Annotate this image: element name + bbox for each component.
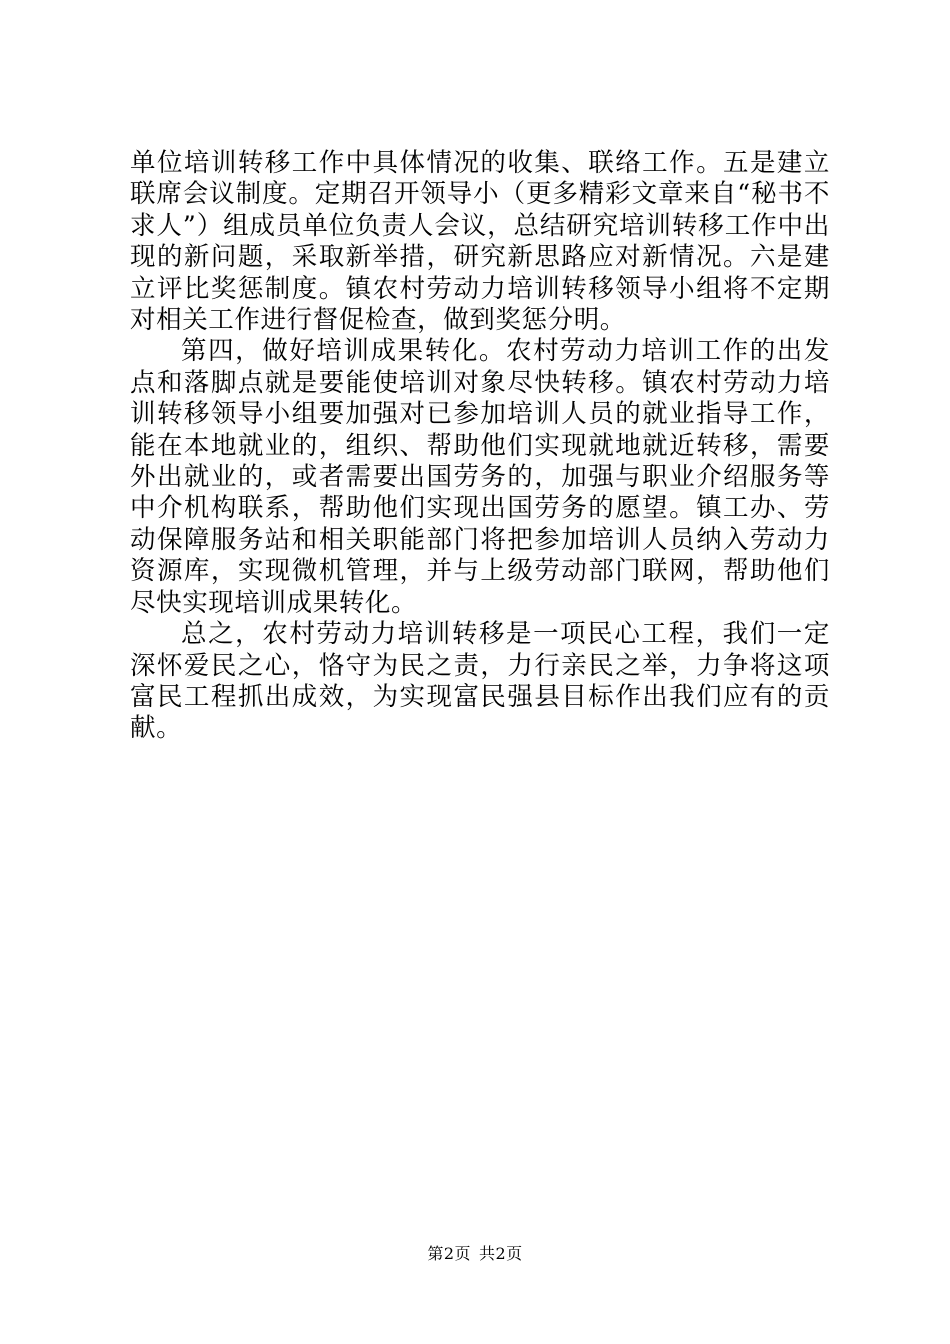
document-body	[130, 148, 830, 745]
page-number-total: 共2页	[479, 1244, 523, 1263]
paragraph-1: 单位培训转移工作中具体情况的收集、联络工作。五是建立联席会议制度。定期召开领导小（更多精彩文章来自“秘书不求人”）组成员单位负责人会议，总结研究培训转移工作中出现的新问题，采取新举措，研究新思路应对新情况。六是建立评比奖惩制度。镇农村劳动力培训转移领导小组将不定期对相关工作进行督促检查，做到奖惩分明。	[130, 148, 830, 336]
page-footer	[0, 1244, 950, 1264]
paragraph-3: 总之，农村劳动力培训转移是一项民心工程，我们一定深怀爱民之心，恪守为民之责，力行亲民之举，力争将这项富民工程抓出成效，为实现富民强县目标作出我们应有的贡献。	[130, 619, 830, 744]
page-number-current: 第2页	[427, 1244, 471, 1263]
paragraph-2: 第四，做好培训成果转化。农村劳动力培训工作的出发点和落脚点就是要能使培训对象尽快转移。镇农村劳动力培训转移领导小组要加强对已参加培训人员的就业指导工作，能在本地就业的，组织、帮助他们实现就地就近转移，需要外出就业的，或者需要出国劳务的，加强与职业介绍服务等中介机构联系，帮助他们实现出国劳务的愿望。镇工办、劳动保障服务站和相关职能部门将把参加培训人员纳入劳动力资源库，实现微机管理，并与上级劳动部门联网，帮助他们尽快实现培训成果转化。	[130, 336, 830, 618]
